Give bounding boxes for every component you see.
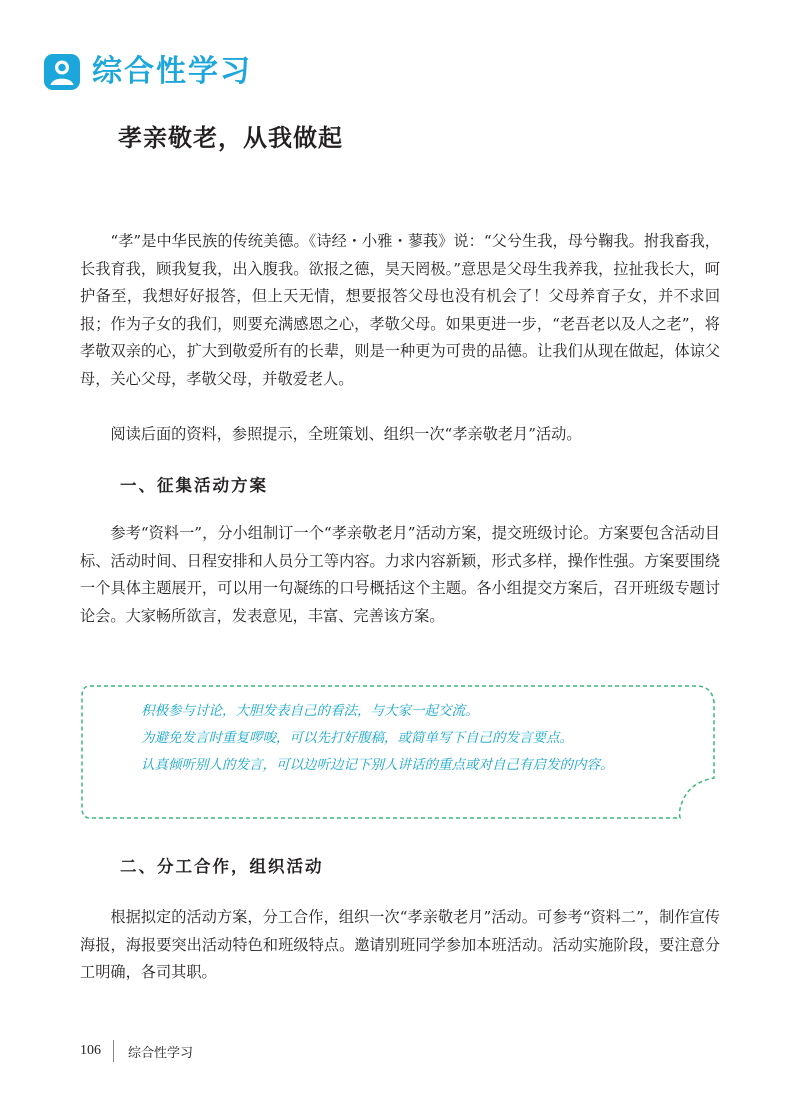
page-number: 106: [80, 1043, 101, 1058]
section-header: [44, 52, 252, 92]
person-icon: [44, 54, 80, 90]
intro-paragraph: “孝”是中华民族的传统美德。《诗经・小雅・蓼莪》说：“父兮生我，母兮鞠我。拊我畜我，长我育我，顾我复我，出入腹我。欲报之德，昊天罔极。”意思是父母生我养我，拉扯我长大，呵护备至，我想好好报答，但上天无情，想要报答父母也没有机会了！父母养育子女，并不求回报；作为子女的我们，则要充满感恩之心，孝敬父母。如果更进一步，“老吾老以及人之老”，将孝敬双亲的心，扩大到敬爱所有的长辈，则是一种更为可贵的品德。让我们从现在做起，体谅父母，关心父母，孝敬父母，并敬爱老人。: [80, 232, 720, 388]
section-2-body: 根据拟定的活动方案，分工合作，组织一次“孝亲敬老月”活动。可参考“资料二”，制作宣传海报，海报要突出活动特色和班级特点。邀请别班同学参加本班活动。活动实施阶段，要注意分工明确，各司其职。: [80, 908, 720, 982]
footer-section-label: 综合性学习: [128, 1045, 194, 1061]
tip-line-2: 为避免发言时重复啰唆，可以先打好腹稿，或简单写下自己的发言要点。: [141, 730, 573, 746]
instruction-paragraph: 阅读后面的资料，参照提示，全班策划、组织一次“孝亲敬老月”活动。: [110, 425, 582, 443]
section-1-body: 参考“资料一”，分小组制订一个“孝亲敬老月”活动方案，提交班级讨论。方案要包含活动目标、活动时间、日程安排和人员分工等内容。力求内容新颖，形式多样，操作性强。方案要围绕一个具体主题展开，可以用一句凝练的口号概括这个主题。各小组提交方案后，召开班级专题讨论会。大家畅所欲言，发表意见，丰富、完善该方案。: [80, 524, 720, 625]
tip-line-3: 认真倾听别人的发言，可以边听边记下别人讲话的重点或对自己有启发的内容。: [141, 757, 614, 773]
lesson-title: 孝亲敬老，从我做起: [118, 124, 343, 152]
tip-text: [114, 698, 674, 779]
page-footer: [80, 1040, 193, 1062]
tip-line-1: 积极参与讨论，大胆发表自己的看法，与大家一起交流。: [141, 703, 479, 719]
footer-divider: [113, 1040, 114, 1062]
section-1-heading: 一、征集活动方案: [120, 476, 268, 495]
section-2-heading: 二、分工合作，组织活动: [120, 857, 324, 876]
tip-box: [80, 682, 720, 822]
section-title: 综合性学习: [92, 54, 252, 89]
